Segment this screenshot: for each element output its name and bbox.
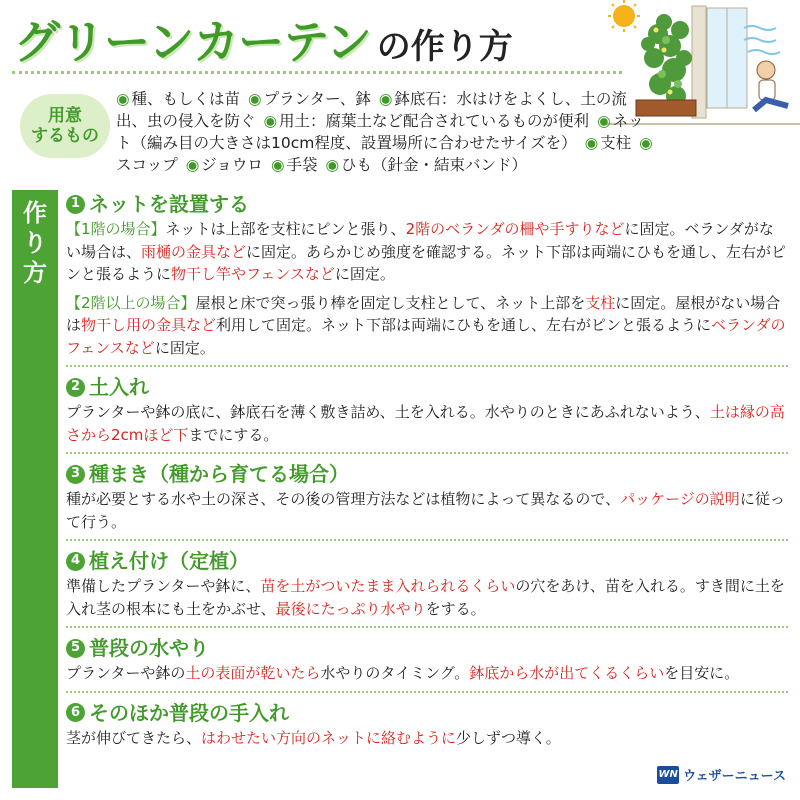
step-number-badge: 4 xyxy=(66,552,85,571)
supplies-section xyxy=(12,88,652,180)
supply-item-label: ひも（針金・結束バンド） xyxy=(341,156,528,174)
supply-item xyxy=(116,90,240,108)
supply-item-label: 用土：腐葉土など配合されているものが便利 xyxy=(279,112,590,130)
highlight-text: パッケージの説明 xyxy=(620,490,740,508)
body-text: に固定。 xyxy=(334,265,395,283)
title-divider xyxy=(12,71,622,74)
step-number-badge: 1 xyxy=(66,195,85,214)
supplies-badge xyxy=(20,94,110,158)
method-side-bar xyxy=(12,190,58,788)
body-text: 少しずつ導く。 xyxy=(456,728,561,747)
bullet-icon: ◉ xyxy=(248,90,262,108)
step-heading xyxy=(66,699,788,727)
supply-item-label: ネット（編み目の大きさは10cm程度、設置場所に合わせたサイズを） xyxy=(116,112,644,152)
body-text: の穴をあけ、苗を入れる。すき間に土を入れ茎の根本にも土をかぶせ、 xyxy=(66,577,785,618)
body-text: 種が必要とする水や土の深さ、その後の管理方法などは植物によって異なるので、 xyxy=(66,490,621,508)
steps-list xyxy=(66,190,788,749)
highlight-text: 雨樋の金具など xyxy=(141,242,247,261)
step-title: ネットを設置する xyxy=(89,192,249,216)
supplies-badge-line1: 用意 xyxy=(48,105,82,126)
supply-item xyxy=(271,156,318,174)
highlight-text: 最後にたっぷり水やり xyxy=(275,599,426,618)
highlight-text: 支柱 xyxy=(585,293,616,312)
step-1 xyxy=(66,190,788,359)
bullet-icon: ◉ xyxy=(639,134,653,152)
highlight-text: ベランダのフェンスなど xyxy=(66,316,786,357)
bullet-icon: ◉ xyxy=(378,90,393,108)
step-paragraph xyxy=(66,575,788,620)
bullet-icon: ◉ xyxy=(116,90,130,108)
title-sub: の作り方 xyxy=(376,27,513,67)
supply-item-label: 種、もしくは苗 xyxy=(131,90,241,108)
supply-item xyxy=(264,112,590,130)
step-paragraph xyxy=(66,292,788,360)
highlight-text: 苗を土がついたまま入れられるくらい xyxy=(260,577,516,595)
step-divider xyxy=(66,626,788,628)
supply-item xyxy=(248,90,371,108)
bullet-icon: ◉ xyxy=(325,156,340,174)
method-side-label xyxy=(12,198,58,288)
step-divider xyxy=(66,452,788,454)
step-paragraph xyxy=(66,401,788,446)
step-heading xyxy=(66,547,788,575)
body-text: 準備したプランターや鉢に、 xyxy=(66,577,261,595)
highlight-text: 土は縁の高さから2cmほど下 xyxy=(66,403,785,444)
weathernews-logo: WN xyxy=(657,766,679,784)
body-text: に従って行う。 xyxy=(66,490,785,531)
bullet-icon: ◉ xyxy=(270,156,285,174)
supply-item-label: ジョウロ xyxy=(201,156,263,174)
step-paragraph xyxy=(66,488,788,533)
highlight-text: 物干し竿やフェンスなど xyxy=(171,265,335,283)
brand-name: ウェザーニュース xyxy=(683,769,786,784)
supply-item-label: 鉢底石：水はけをよくし、土の流出、虫の侵入を防ぐ xyxy=(116,90,627,130)
supplies-list xyxy=(116,88,656,176)
supply-item-label: スコップ xyxy=(116,156,178,174)
step-5 xyxy=(66,634,788,685)
body-text: 茎が伸びてきたら、 xyxy=(66,728,202,747)
supply-item xyxy=(585,134,632,152)
body-text: 水やりのタイミング。 xyxy=(320,664,470,682)
sun-icon xyxy=(608,0,640,32)
side-label-char: 作 xyxy=(23,199,47,227)
step-number-badge: 3 xyxy=(66,465,85,484)
step-title: 土入れ xyxy=(89,375,149,399)
supply-item-label: 支柱 xyxy=(600,134,632,152)
body-text: に固定。ベランダがない場合は、 xyxy=(66,220,774,261)
highlight-text: 鉢底から水が出てくるくらい xyxy=(469,664,665,682)
step-heading xyxy=(66,373,788,401)
body-text: ネットは上部を支柱にピンと張り、 xyxy=(165,220,406,238)
step-paragraph xyxy=(66,662,788,685)
side-label-char: り xyxy=(23,229,47,257)
step-number-badge: 6 xyxy=(66,703,85,722)
supply-item-label: プランター、鉢 xyxy=(263,90,371,108)
brand-footer xyxy=(657,765,786,784)
bullet-icon: ◉ xyxy=(263,112,278,130)
title-main: グリーンカーテン xyxy=(14,15,371,69)
body-text: を目安に。 xyxy=(664,664,740,682)
bullet-icon: ◉ xyxy=(584,134,599,152)
body-text: 利用して固定。ネット下部は両端にひもを通し、左右がピンと張るように xyxy=(216,316,712,334)
side-label-char: 方 xyxy=(23,259,47,287)
step-title: 種まき（種から育てる場合） xyxy=(89,462,349,486)
body-text: に固定。屋根がない場合は xyxy=(66,293,781,334)
step-heading xyxy=(66,460,788,488)
step-divider xyxy=(66,539,788,541)
step-divider xyxy=(66,365,788,367)
body-text: 屋根と床で突っ張り棒を固定し支柱として、ネット上部を xyxy=(195,293,586,312)
highlight-text: 2階のベランダの柵や手すりなど xyxy=(405,220,625,238)
supply-item xyxy=(325,156,527,174)
step-heading xyxy=(66,634,788,662)
step-number-badge: 5 xyxy=(66,639,85,658)
step-title: そのほか普段の手入れ xyxy=(89,700,289,725)
body-text: に固定。 xyxy=(154,338,215,357)
body-text: をする。 xyxy=(425,599,486,618)
supplies-badge-line2: するもの xyxy=(31,126,99,146)
highlight-text: 物干し用の金具など xyxy=(81,316,217,334)
supply-item-label: 手袋 xyxy=(286,156,318,174)
supply-item xyxy=(186,156,263,174)
body-text: プランターや鉢の xyxy=(66,664,186,682)
bullet-icon: ◉ xyxy=(185,156,200,174)
bullet-icon: ◉ xyxy=(597,112,611,130)
step-divider xyxy=(66,691,788,693)
body-text: までにする。 xyxy=(188,425,279,444)
step-paragraph xyxy=(66,727,788,750)
step-heading xyxy=(66,190,788,218)
case-label: 【1階の場合】 xyxy=(66,220,166,238)
highlight-text: 土の表面が乾いたら xyxy=(185,664,321,682)
step-number-badge: 2 xyxy=(66,378,85,397)
highlight-text: はわせたい方向のネットに絡むように xyxy=(201,728,457,747)
step-4 xyxy=(66,547,788,620)
page-title xyxy=(14,6,513,70)
step-2 xyxy=(66,373,788,446)
step-title: 普段の水やり xyxy=(89,636,209,660)
case-label: 【2階以上の場合】 xyxy=(66,293,196,312)
body-text: に固定。あらかじめ強度を確認する。ネット下部は両端にひもを通し、左右がピンと張るように xyxy=(66,242,787,283)
step-title: 植え付け（定植） xyxy=(89,549,249,573)
step-3 xyxy=(66,460,788,533)
body-text: プランターや鉢の底に、鉢底石を薄く敷き詰め、土を入れる。水やりのときにあふれないよう、 xyxy=(66,403,710,421)
step-paragraph xyxy=(66,218,788,286)
step-6 xyxy=(66,699,788,750)
